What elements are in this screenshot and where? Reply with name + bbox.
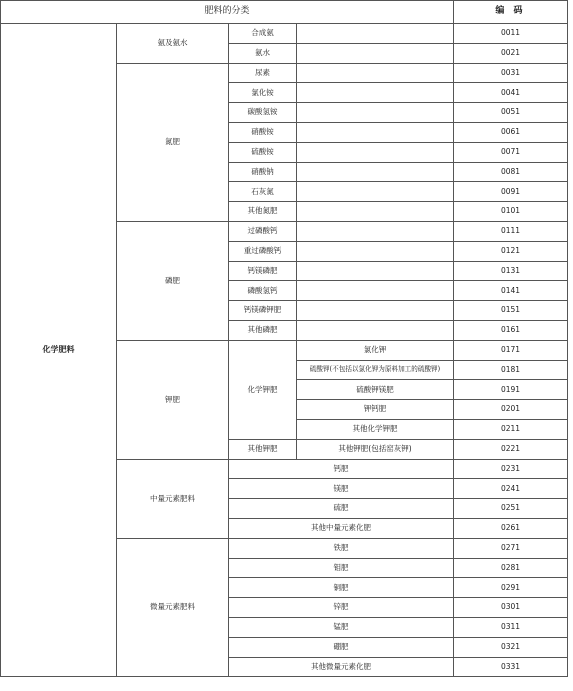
subgroup-cell: 化学钾肥 xyxy=(229,340,297,439)
code-cell: 0141 xyxy=(454,281,568,301)
item-detail-cell: 其他钾肥(包括窑灰钾) xyxy=(297,439,454,459)
item-cell: 钙肥 xyxy=(229,459,454,479)
item-cell: 钙镁磷钾肥 xyxy=(229,301,297,321)
code-cell: 0061 xyxy=(454,122,568,142)
code-cell: 0131 xyxy=(454,261,568,281)
item-cell: 其他氮肥 xyxy=(229,202,297,222)
group-cell: 磷肥 xyxy=(117,221,229,340)
code-cell: 0091 xyxy=(454,182,568,202)
code-cell: 0191 xyxy=(454,380,568,400)
header-category: 肥料的分类 xyxy=(1,1,454,24)
item-cell: 石灰氮 xyxy=(229,182,297,202)
code-cell: 0011 xyxy=(454,24,568,44)
blank-cell xyxy=(297,182,454,202)
blank-cell xyxy=(297,24,454,44)
item-cell: 钾钙肥 xyxy=(297,400,454,420)
blank-cell xyxy=(297,281,454,301)
group-cell: 微量元素肥料 xyxy=(117,538,229,677)
code-cell: 0311 xyxy=(454,617,568,637)
blank-cell xyxy=(297,103,454,123)
item-cell: 其他钾肥 xyxy=(229,439,297,459)
code-cell: 0041 xyxy=(454,83,568,103)
code-cell: 0121 xyxy=(454,241,568,261)
code-cell: 0271 xyxy=(454,538,568,558)
item-cell: 镁肥 xyxy=(229,479,454,499)
code-cell: 0021 xyxy=(454,43,568,63)
code-cell: 0051 xyxy=(454,103,568,123)
item-cell: 锌肥 xyxy=(229,598,454,618)
code-cell: 0101 xyxy=(454,202,568,222)
blank-cell xyxy=(297,320,454,340)
code-cell: 0211 xyxy=(454,419,568,439)
item-cell: 硝酸铵 xyxy=(229,122,297,142)
blank-cell xyxy=(297,43,454,63)
code-cell: 0071 xyxy=(454,142,568,162)
code-cell: 0151 xyxy=(454,301,568,321)
item-cell: 硫肥 xyxy=(229,499,454,519)
group-cell: 氨及氨水 xyxy=(117,24,229,64)
code-cell: 0301 xyxy=(454,598,568,618)
blank-cell xyxy=(297,261,454,281)
code-cell: 0241 xyxy=(454,479,568,499)
item-cell: 氨水 xyxy=(229,43,297,63)
item-cell: 钼肥 xyxy=(229,558,454,578)
item-cell: 铜肥 xyxy=(229,578,454,598)
blank-cell xyxy=(297,63,454,83)
blank-cell xyxy=(297,162,454,182)
blank-cell xyxy=(297,221,454,241)
item-cell: 硫酸钾镁肥 xyxy=(297,380,454,400)
level0-cell: 化学肥料 xyxy=(1,24,117,677)
table-row xyxy=(1,24,568,44)
code-cell: 0171 xyxy=(454,340,568,360)
code-cell: 0291 xyxy=(454,578,568,598)
blank-cell xyxy=(297,142,454,162)
item-cell: 其他化学钾肥 xyxy=(297,419,454,439)
item-cell: 碳酸氢铵 xyxy=(229,103,297,123)
item-cell: 其他中量元素化肥 xyxy=(229,518,454,538)
group-cell: 氮肥 xyxy=(117,63,229,221)
code-cell: 0181 xyxy=(454,360,568,380)
item-cell: 锰肥 xyxy=(229,617,454,637)
group-cell: 中量元素肥料 xyxy=(117,459,229,538)
item-cell: 硝酸钠 xyxy=(229,162,297,182)
code-cell: 0111 xyxy=(454,221,568,241)
item-cell: 过磷酸钙 xyxy=(229,221,297,241)
code-cell: 0221 xyxy=(454,439,568,459)
blank-cell xyxy=(297,301,454,321)
code-cell: 0331 xyxy=(454,657,568,677)
code-cell: 0231 xyxy=(454,459,568,479)
code-cell: 0031 xyxy=(454,63,568,83)
item-cell: 合成氨 xyxy=(229,24,297,44)
header-code: 编 码 xyxy=(454,1,568,24)
blank-cell xyxy=(297,122,454,142)
item-cell: 重过磷酸钙 xyxy=(229,241,297,261)
item-cell: 铁肥 xyxy=(229,538,454,558)
code-cell: 0201 xyxy=(454,400,568,420)
item-cell: 其他微量元素化肥 xyxy=(229,657,454,677)
code-cell: 0251 xyxy=(454,499,568,519)
blank-cell xyxy=(297,202,454,222)
item-cell: 硫酸钾(不包括以氯化钾为原料加工的硫酸钾) xyxy=(297,360,454,380)
item-cell: 氯化铵 xyxy=(229,83,297,103)
blank-cell xyxy=(297,241,454,261)
code-cell: 0261 xyxy=(454,518,568,538)
item-cell: 氯化钾 xyxy=(297,340,454,360)
code-cell: 0321 xyxy=(454,637,568,657)
item-cell: 尿素 xyxy=(229,63,297,83)
item-cell: 硫酸铵 xyxy=(229,142,297,162)
group-cell: 钾肥 xyxy=(117,340,229,459)
item-cell: 其他磷肥 xyxy=(229,320,297,340)
item-cell: 磷酸氢钙 xyxy=(229,281,297,301)
code-cell: 0081 xyxy=(454,162,568,182)
header-row xyxy=(1,1,568,24)
code-cell: 0281 xyxy=(454,558,568,578)
code-cell: 0161 xyxy=(454,320,568,340)
item-cell: 钙镁磷肥 xyxy=(229,261,297,281)
blank-cell xyxy=(297,83,454,103)
item-cell: 硼肥 xyxy=(229,637,454,657)
